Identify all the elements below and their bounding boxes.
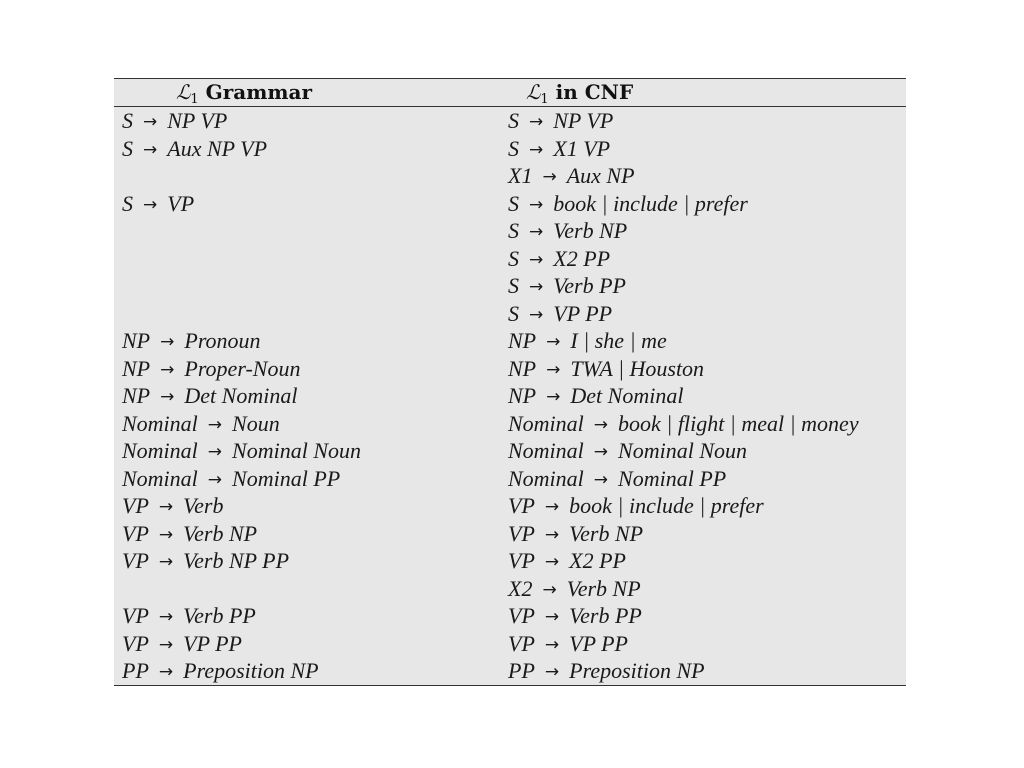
arrow-icon: → <box>143 112 158 132</box>
arrow-icon: → <box>544 634 560 655</box>
rule-lhs: PP <box>122 658 149 683</box>
table-row <box>114 465 906 493</box>
cnf-rule-cell <box>508 382 906 410</box>
cnf-rule-cell <box>508 272 906 300</box>
cnf-rule-cell <box>508 410 906 438</box>
cnf-rule-cell <box>508 547 906 575</box>
rule-rhs: Nominal PP <box>232 465 341 491</box>
table-body <box>114 107 906 685</box>
grammar-rule-cell <box>114 437 508 465</box>
table-row <box>114 437 906 465</box>
grammar-rule-cell <box>114 410 508 438</box>
cnf-rule-cell <box>508 602 906 630</box>
arrow-icon: → <box>529 139 544 160</box>
arrow-icon: → <box>143 194 158 215</box>
arrow-icon: → <box>544 607 560 627</box>
cnf-rule-cell <box>508 465 906 493</box>
rule-lhs: Nominal <box>122 410 198 436</box>
table-row <box>114 355 906 383</box>
table-row <box>114 657 906 685</box>
grammar-rule-cell <box>114 465 508 493</box>
rule-lhs: S <box>122 135 133 161</box>
rule-rhs: NP VP <box>553 108 614 133</box>
rule-lhs: S <box>508 218 519 243</box>
cnf-rule-cell <box>508 107 906 135</box>
rule-rhs: VP <box>167 190 195 216</box>
rule-lhs: Nominal <box>508 438 584 463</box>
rule-lhs: S <box>508 273 519 298</box>
table-row <box>114 327 906 355</box>
arrow-icon: → <box>529 277 544 297</box>
table-row <box>114 410 906 438</box>
header-grammar-label: Grammar <box>205 80 313 104</box>
cnf-rule-cell <box>508 217 906 245</box>
grammar-rule-cell <box>114 162 508 190</box>
grammar-rule-cell <box>114 602 508 630</box>
table-row <box>114 575 906 603</box>
rule-lhs: VP <box>508 548 535 573</box>
rule-lhs: S <box>508 135 519 161</box>
grammar-rule-cell <box>114 547 508 575</box>
arrow-icon: → <box>529 249 544 270</box>
table-header <box>114 79 906 107</box>
cnf-rule-cell <box>508 190 906 218</box>
grammar-rule-cell <box>114 327 508 355</box>
cnf-rule-cell <box>508 327 906 355</box>
rule-rhs: Preposition NP <box>183 658 319 683</box>
arrow-icon: → <box>158 524 174 545</box>
rule-rhs: book | include | prefer <box>569 493 764 518</box>
grammar-rule-cell <box>114 355 508 383</box>
arrow-icon: → <box>529 222 544 242</box>
rule-lhs: X1 <box>508 163 533 188</box>
cnf-rule-cell <box>508 135 906 163</box>
cnf-rule-cell <box>508 300 906 328</box>
arrow-icon: → <box>593 414 609 435</box>
rule-rhs: Verb <box>183 493 224 518</box>
rule-lhs: NP <box>508 383 537 408</box>
arrow-icon: → <box>207 469 223 490</box>
rule-rhs: Verb NP <box>569 520 644 546</box>
table-row <box>114 630 906 658</box>
arrow-icon: → <box>542 579 557 600</box>
rule-lhs: VP <box>508 493 535 518</box>
rule-lhs: S <box>508 300 519 326</box>
table-row <box>114 520 906 548</box>
script-l-symbol: ℒ <box>176 80 191 104</box>
rule-lhs: S <box>508 108 519 133</box>
rule-rhs: Aux NP <box>566 163 635 188</box>
table-row <box>114 217 906 245</box>
grammar-rule-cell <box>114 107 508 135</box>
arrow-icon: → <box>143 139 158 160</box>
table-row <box>114 382 906 410</box>
rule-lhs: NP <box>122 355 151 381</box>
arrow-icon: → <box>158 634 174 655</box>
rule-rhs: Proper-Noun <box>184 355 301 381</box>
grammar-table <box>114 78 906 686</box>
arrow-icon: → <box>207 442 223 462</box>
arrow-icon: → <box>593 442 609 462</box>
rule-lhs: S <box>508 245 519 271</box>
rule-lhs: PP <box>508 658 535 683</box>
rule-rhs: Verb NP <box>566 575 641 601</box>
grammar-rule-cell <box>114 520 508 548</box>
rule-lhs: S <box>508 190 519 216</box>
rule-rhs: I | she | me <box>570 328 667 353</box>
arrow-icon: → <box>544 552 560 572</box>
cnf-rule-cell <box>508 657 906 685</box>
table-row <box>114 300 906 328</box>
rule-rhs: Verb PP <box>183 603 256 628</box>
rule-lhs: VP <box>122 630 149 656</box>
rule-lhs: Nominal <box>508 465 584 491</box>
grammar-rule-cell <box>114 630 508 658</box>
header-cnf-label: in CNF <box>555 80 634 104</box>
cnf-rule-cell <box>508 162 906 190</box>
grammar-rule-cell <box>114 135 508 163</box>
rule-rhs: Verb NP <box>183 520 258 546</box>
arrow-icon: → <box>529 304 544 325</box>
rule-rhs: Nominal Noun <box>232 438 362 463</box>
rule-rhs: VP PP <box>553 300 613 326</box>
arrow-icon: → <box>593 469 609 490</box>
rule-rhs: VP PP <box>183 630 242 656</box>
rule-rhs: Det Nominal <box>184 383 298 408</box>
rule-lhs: Nominal <box>508 410 584 436</box>
rule-rhs: Nominal PP <box>618 465 727 491</box>
rule-lhs: Nominal <box>122 438 198 463</box>
arrow-icon: → <box>546 359 561 380</box>
rule-rhs: X2 PP <box>553 245 611 271</box>
grammar-rule-cell <box>114 300 508 328</box>
rule-rhs: Det Nominal <box>570 383 684 408</box>
rule-rhs: Verb PP <box>553 273 626 298</box>
arrow-icon: → <box>544 524 560 545</box>
table-row <box>114 602 906 630</box>
grammar-rule-cell <box>114 272 508 300</box>
arrow-icon: → <box>542 167 557 187</box>
rule-lhs: NP <box>508 328 537 353</box>
arrow-icon: → <box>546 332 561 352</box>
rule-lhs: Nominal <box>122 465 198 491</box>
arrow-icon: → <box>529 112 544 132</box>
subscript-one: 1 <box>190 92 199 107</box>
rule-lhs: VP <box>508 520 535 546</box>
rule-lhs: NP <box>122 383 151 408</box>
rule-rhs: TWA | Houston <box>570 355 705 381</box>
rule-rhs: NP VP <box>167 108 228 133</box>
grammar-rule-cell <box>114 575 508 603</box>
rule-lhs: VP <box>122 603 149 628</box>
cnf-rule-cell <box>508 492 906 520</box>
table-row <box>114 245 906 273</box>
arrow-icon: → <box>160 332 175 352</box>
grammar-rule-cell <box>114 190 508 218</box>
rule-rhs: X1 VP <box>553 135 611 161</box>
table-row <box>114 107 906 135</box>
cnf-rule-cell <box>508 437 906 465</box>
arrow-icon: → <box>546 387 561 407</box>
rule-rhs: Aux NP VP <box>167 135 268 161</box>
rule-rhs: book | include | prefer <box>553 190 748 216</box>
cnf-rule-cell <box>508 520 906 548</box>
grammar-rule-cell <box>114 245 508 273</box>
arrow-icon: → <box>158 607 174 627</box>
table-row <box>114 162 906 190</box>
rule-lhs: S <box>122 108 133 133</box>
grammar-rule-cell <box>114 382 508 410</box>
rule-rhs: book | flight | meal | money <box>618 410 859 436</box>
table-row <box>114 135 906 163</box>
arrow-icon: → <box>529 194 544 215</box>
rule-lhs: NP <box>122 328 151 353</box>
rule-lhs: VP <box>122 548 149 573</box>
cnf-rule-cell <box>508 355 906 383</box>
arrow-icon: → <box>158 662 174 682</box>
table-row <box>114 272 906 300</box>
arrow-icon: → <box>207 414 223 435</box>
arrow-icon: → <box>158 497 174 517</box>
table-row <box>114 190 906 218</box>
arrow-icon: → <box>160 359 175 380</box>
arrow-icon: → <box>544 497 560 517</box>
rule-rhs: Nominal Noun <box>618 438 748 463</box>
rule-rhs: Pronoun <box>184 328 261 353</box>
grammar-rule-cell <box>114 492 508 520</box>
subscript-one: 1 <box>540 92 549 107</box>
arrow-icon: → <box>160 387 175 407</box>
rule-rhs: X2 PP <box>569 548 626 573</box>
rule-lhs: S <box>122 190 133 216</box>
rule-rhs: Verb PP <box>569 603 642 628</box>
rule-lhs: VP <box>122 493 149 518</box>
rule-lhs: VP <box>508 630 535 656</box>
arrow-icon: → <box>544 662 560 682</box>
grammar-rule-cell <box>114 657 508 685</box>
rule-rhs: Preposition NP <box>569 658 705 683</box>
grammar-rule-cell <box>114 217 508 245</box>
rule-rhs: Verb NP PP <box>183 548 290 573</box>
table-row <box>114 547 906 575</box>
rule-rhs: Noun <box>232 410 280 436</box>
cnf-rule-cell <box>508 245 906 273</box>
cnf-rule-cell <box>508 630 906 658</box>
rule-rhs: Verb NP <box>553 218 628 243</box>
script-l-symbol: ℒ <box>526 80 541 104</box>
cnf-rule-cell <box>508 575 906 603</box>
rule-rhs: VP PP <box>569 630 628 656</box>
table-row <box>114 492 906 520</box>
rule-lhs: VP <box>508 603 535 628</box>
rule-lhs: VP <box>122 520 149 546</box>
rule-lhs: NP <box>508 355 537 381</box>
rule-lhs: X2 <box>508 575 533 601</box>
arrow-icon: → <box>158 552 174 572</box>
